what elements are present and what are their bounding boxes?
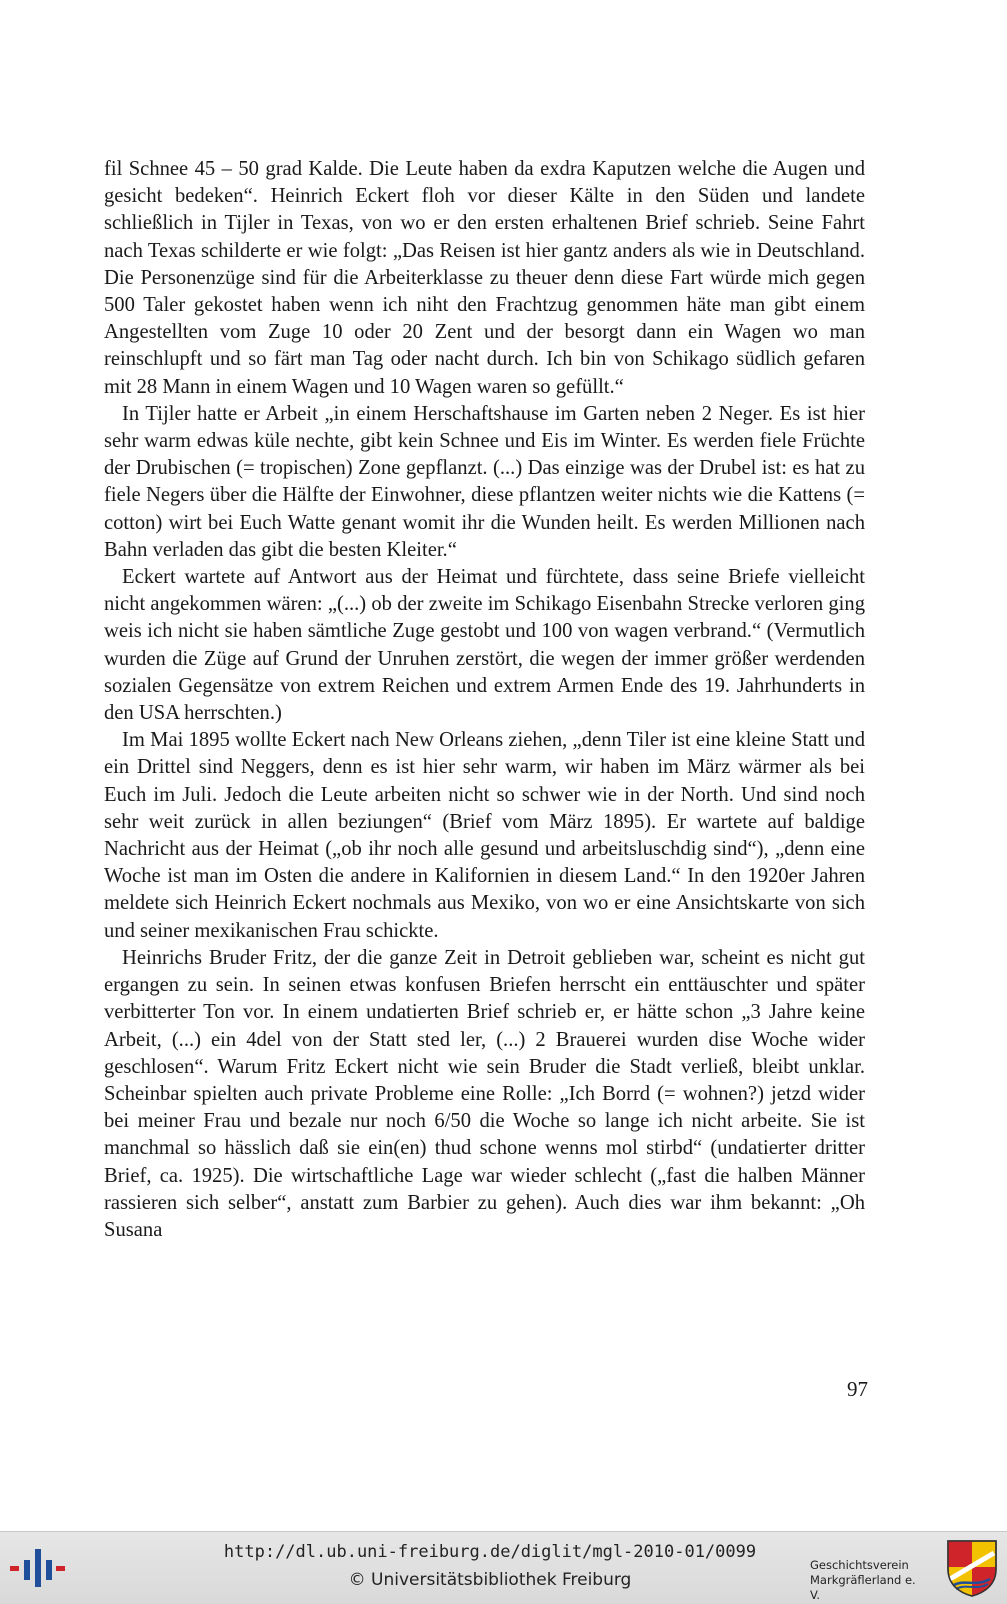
paragraph: Im Mai 1895 wollte Eckert nach New Orleans ziehen, „denn Tiler ist eine kleine Statt und ein Drittel sind Neggers, denn es ist hier sehr warm, wir haben im März wärmer als bei Euch im Juli. Jedoch die Leute arbeiten nicht so schwer wie in der North. Und sind noch sehr weit zurück in allen beziungen“ (Brief vom März 1895). Er wartete auf baldige Nachricht aus der Heimat („ob ihr noch alle gesund und arbeitsluschdig sind“), „denn eine Woche ist man im Osten die andere in Kalifornien in diesem Land.“ In den 1920er Jahren meldete sich Heinrich Eckert nochmals aus Mexiko, von wo er eine Ansichtskarte von sich und seiner mexikanischen Frau schickte.	[104, 729, 865, 942]
copyright-text: © Universitätsbibliothek Freiburg	[348, 1570, 632, 1590]
coat-of-arms-icon	[946, 1539, 998, 1597]
society-line2: Markgräflerland e. V.	[810, 1573, 916, 1602]
society-name	[810, 1558, 920, 1603]
paragraph: Heinrichs Bruder Fritz, der die ganze Zeit in Detroit geblieben war, scheint es nicht gut ergangen zu sein. In seinen etwas konfusen Briefen herrscht ein enttäuschter und später verbitterter Ton vor. In einem undatierten Brief schrieb er, er hätte schon „3 Jahre keine Arbeit, (...) ein 4del von der Statt sted ler, (...) 2 Brauerei wurden dise Woche wider geschlosen“. Warum Fritz Eckert nicht wie sein Bruder die Stadt verließ, bleibt unklar. Scheinbar spielten auch private Probleme eine Rolle: „Ich Borrd (= wohnen?) jetzd wider bei meiner Frau und bezale nur noch 6/50 die Woche so lange ich nicht arbeite. Sie ist manchmal so hässlich daß sie ein(en) thud schone wenns mol stirbd“ (undatierter dritter Brief, ca. 1925). Die wirtschaftliche Lage war wieder schlecht („fast die halben Männer rassieren sich selber“, anstatt zum Barbier zu gehen). Auch dies war ihm bekannt: „Oh Susana	[104, 946, 865, 1241]
footer-bar	[0, 1531, 1007, 1604]
page-text	[104, 156, 865, 1244]
society-line1: Geschichtsverein	[810, 1558, 909, 1572]
paragraph: fil Schnee 45 – 50 grad Kalde. Die Leute haben da exdra Kaputzen welche die Augen und gesicht bedeken“. Heinrich Eckert floh vor dieser Kälte in den Süden und landete schließlich in Tijler in Texas, von wo er den ersten erhaltenen Brief schrieb. Seine Fahrt nach Texas schilderte er wie folgt: „Das Reisen ist hier gantz anders als wie in Deutschland. Die Personenzüge sind für die Arbeiterklasse zu theuer denn diese Fart würde mich gegen 500 Taler gekostet haben wenn ich niht den Frachtzug genommen häte man gibt einem Angestellten vom Zuge 10 oder 20 Zent und der besorgt dann ein Wagen wo man reinschlupft und so färt man Tag oder nacht durch. Ich bin von Schikago südlich gefaren mit 28 Mann in einem Wagen und 10 Wagen waren so gefüllt.“	[104, 158, 865, 398]
source-url-link[interactable]: http://dl.ub.uni-freiburg.de/diglit/mgl-2010-01/0099	[223, 1542, 757, 1562]
paragraph: Eckert wartete auf Antwort aus der Heimat und fürchtete, dass seine Briefe vielleicht nicht angekommen wären: „(...) ob der zweite im Schikago Eisenbahn Strecke verloren ging weis ich nicht sie haben sämtliche Zuge gestobt und 100 von wagen verbrand.“ (Vermutlich wurden die Züge auf Grund der Unruhen zerstört, die wegen der immer größer werdenden sozialen Gegensätze von extrem Reichen und extrem Armen Ende des 19. Jahrhunderts in den USA herrschten.)	[104, 566, 865, 725]
paragraph: In Tijler hatte er Arbeit „in einem Herschaftshause im Garten neben 2 Neger. Es ist hier sehr warm edwas küle nechte, gibt kein Schnee und Eis im Winter. Es werden fiele Früchte der Drubischen (= tropischen) Zone gepflanzt. (...) Das einzige was der Drubel ist: es hat zu fiele Negers über die Hälfte der Einwohner, diese pflantzen weiter nichts wie die Kattens (= cotton) wirt bei Euch Watte genant womit ihr die Wunden heilt. Es werden Millionen nach Bahn verladen das gibt die besten Kleiter.“	[104, 402, 865, 561]
page-number: 97	[847, 1377, 868, 1401]
ub-freiburg-logo-icon	[8, 1546, 66, 1590]
